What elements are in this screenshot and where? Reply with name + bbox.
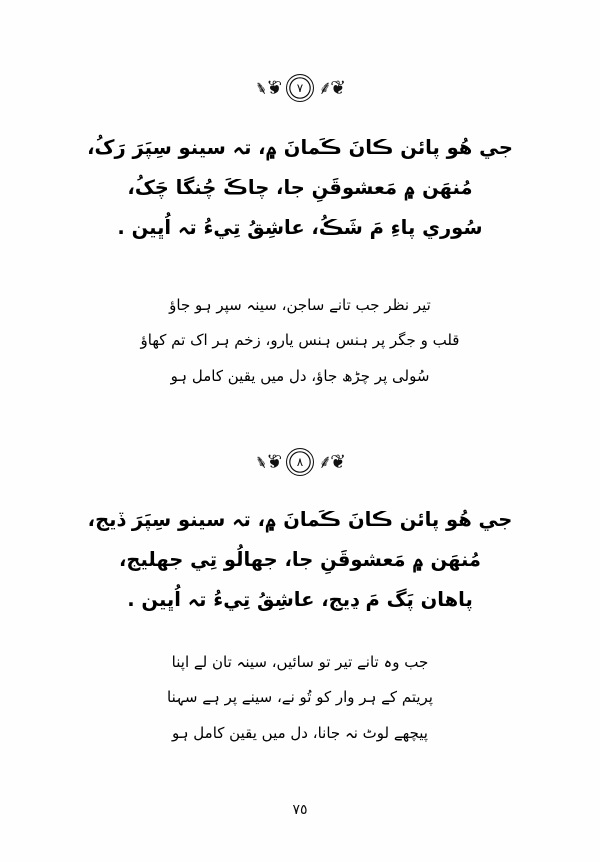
sindhi-line: پاهان پَگ مَ ڍيج، عاشِقُ تِيءُ تہ اُڀين . bbox=[127, 587, 473, 611]
urdu-line: قلب و جگر پر ہنس ہنس یارو، زخم ہر اک تم کھاؤ bbox=[140, 331, 460, 350]
sindhi-stanza-7 bbox=[0, 128, 600, 248]
sindhi-line: جي هُو پائن ڪانَ ڪَمانَ ۾، تہ سينو سِپَرَ رَکُ، bbox=[87, 136, 513, 159]
urdu-line: پریتم کے ہر وار کو تُو نے، سینے پر ہے سہنا bbox=[167, 688, 433, 707]
urdu-stanza-7 bbox=[0, 288, 600, 394]
urdu-line: سُولی پر چڑھ جاؤ، دل میں یقین کامل ہو bbox=[170, 366, 430, 385]
ornament-divider-8 bbox=[0, 448, 600, 476]
flourish-right-icon: ⸙❦ bbox=[318, 450, 345, 473]
sindhi-line: سُوري پاءِ مَ شَڪُ، عاشِقُ تِيءُ تہ اُڀين . bbox=[117, 215, 483, 239]
sindhi-line: مُنهَن ۾ مَعشوقَنِ جا، جهالُو تِي جهليج، bbox=[118, 547, 482, 571]
urdu-line: جب وہ تانے تیر تو سائیں، سینہ تان لے اپنا bbox=[171, 653, 429, 671]
flourish-left-icon: ❦⸙ bbox=[255, 76, 282, 99]
urdu-stanza-8 bbox=[0, 645, 600, 751]
sindhi-line: مُنهَن ۾ مَعشوقَنِ جا، چاڪَ چُنگا چَکُ، bbox=[127, 175, 473, 199]
verse-number-badge-7: ٧ bbox=[286, 74, 314, 102]
flourish-left-icon: ❦⸙ bbox=[255, 450, 282, 473]
urdu-line: تیر نظر جب تانے ساجن، سینہ سپر ہو جاؤ bbox=[169, 296, 431, 314]
sindhi-line: جي هُو پائن ڪانَ ڪَمانَ ۾، تہ سينو سِپَرَ ڏيج، bbox=[87, 508, 513, 531]
urdu-line: پیچھے لوٹ نہ جانا، دل میں یقین کامل ہو bbox=[172, 723, 428, 742]
flourish-right-icon: ⸙❦ bbox=[318, 76, 345, 99]
page-number: ٧٥ bbox=[292, 802, 308, 818]
sindhi-stanza-8 bbox=[0, 500, 600, 620]
ornament-divider-7 bbox=[0, 74, 600, 102]
verse-number-badge-8: ٨ bbox=[286, 448, 314, 476]
